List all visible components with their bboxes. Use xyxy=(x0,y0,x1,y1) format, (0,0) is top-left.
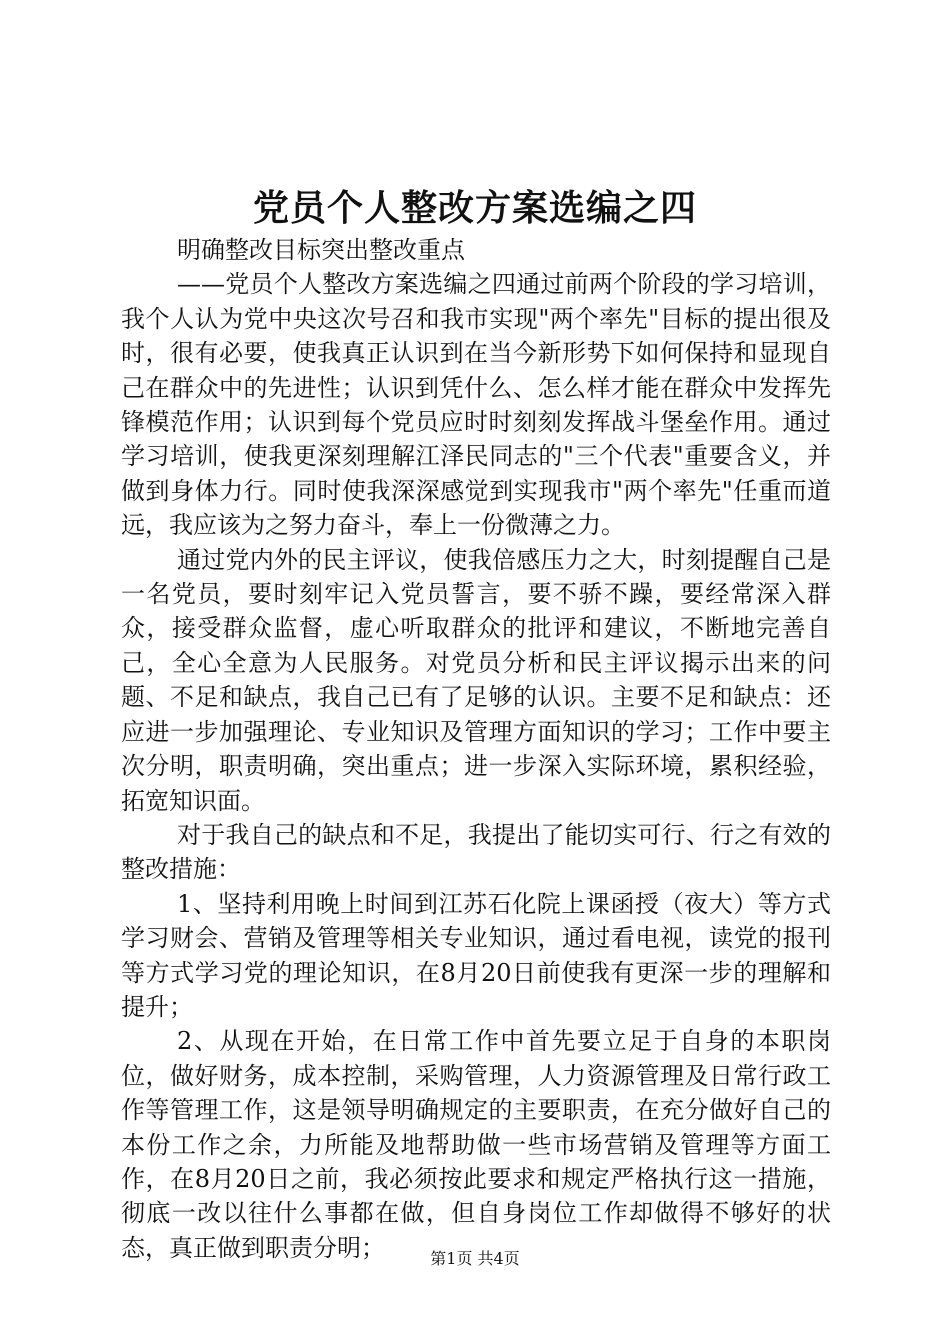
document-title: 党员个人整改方案选编之四 xyxy=(252,187,697,229)
paragraph-intro: ——党员个人整改方案选编之四通过前两个阶段的学习培训，我个人认为党中央这次号召和我市实现"两个率先"目标的提出很及时，很有必要，使我真正认识到在当今新形势下如何保持和显现自己在群众中的先进性；认识到凭什么、怎么样才能在群众中发挥先锋模范作用；认识到每个党员应时时刻刻发挥战斗堡垒作用。通过学习培训，使我更深刻理解江泽民同志的"三个代表"重要含义，并做到身体力行。同时使我深深感觉到实现我市"两个率先"任重而道远，我应该为之努力奋斗，奉上一份微薄之力。 xyxy=(121,270,831,540)
paragraph-measures-intro: 对于我自己的缺点和不足，我提出了能切实可行、行之有效的整改措施： xyxy=(121,820,831,884)
paragraph-measure-1: 1、坚持利用晚上时间到江苏石化院上课函授（夜大）等方式学习财会、营销及管理等相关专业知识，通过看电视，读党的报刊等方式学习党的理论知识，在8月20日前使我有更深一步的理解和提升； xyxy=(121,889,831,1021)
document-subtitle: 明确整改目标突出整改重点 xyxy=(177,236,465,264)
paragraph-evaluation: 通过党内外的民主评议，使我倍感压力之大，时刻提醒自己是一名党员，要时刻牢记入党员誓言，要不骄不躁，要经常深入群众，接受群众监督，虚心听取群众的批评和建议，不断地完善自己，全心全意为人民服务。对党员分析和民主评议揭示出来的问题、不足和缺点，我自己已有了足够的认识。主要不足和缺点：还应进一步加强理论、专业知识及管理方面知识的学习；工作中要主次分明，职责明确，突出重点；进一步深入实际环境，累积经验，拓宽知识面。 xyxy=(121,545,831,815)
document-body xyxy=(121,233,831,1265)
page-number-footer: 第1页 共4页 xyxy=(430,1249,520,1268)
paragraph-measure-2: 2、从现在开始，在日常工作中首先要立足于自身的本职岗位，做好财务，成本控制，采购管理，人力资源管理及日常行政工作等管理工作，这是领导明确规定的主要职责，在充分做好自己的本份工作之余，力所能及地帮助做一些市场营销及管理等方面工作，在8月20日之前，我必须按此要求和规定严格执行这一措施，彻底一改以往什么事都在做，但自身岗位工作却做得不够好的状态，真正做到职责分明； xyxy=(121,1027,831,1262)
